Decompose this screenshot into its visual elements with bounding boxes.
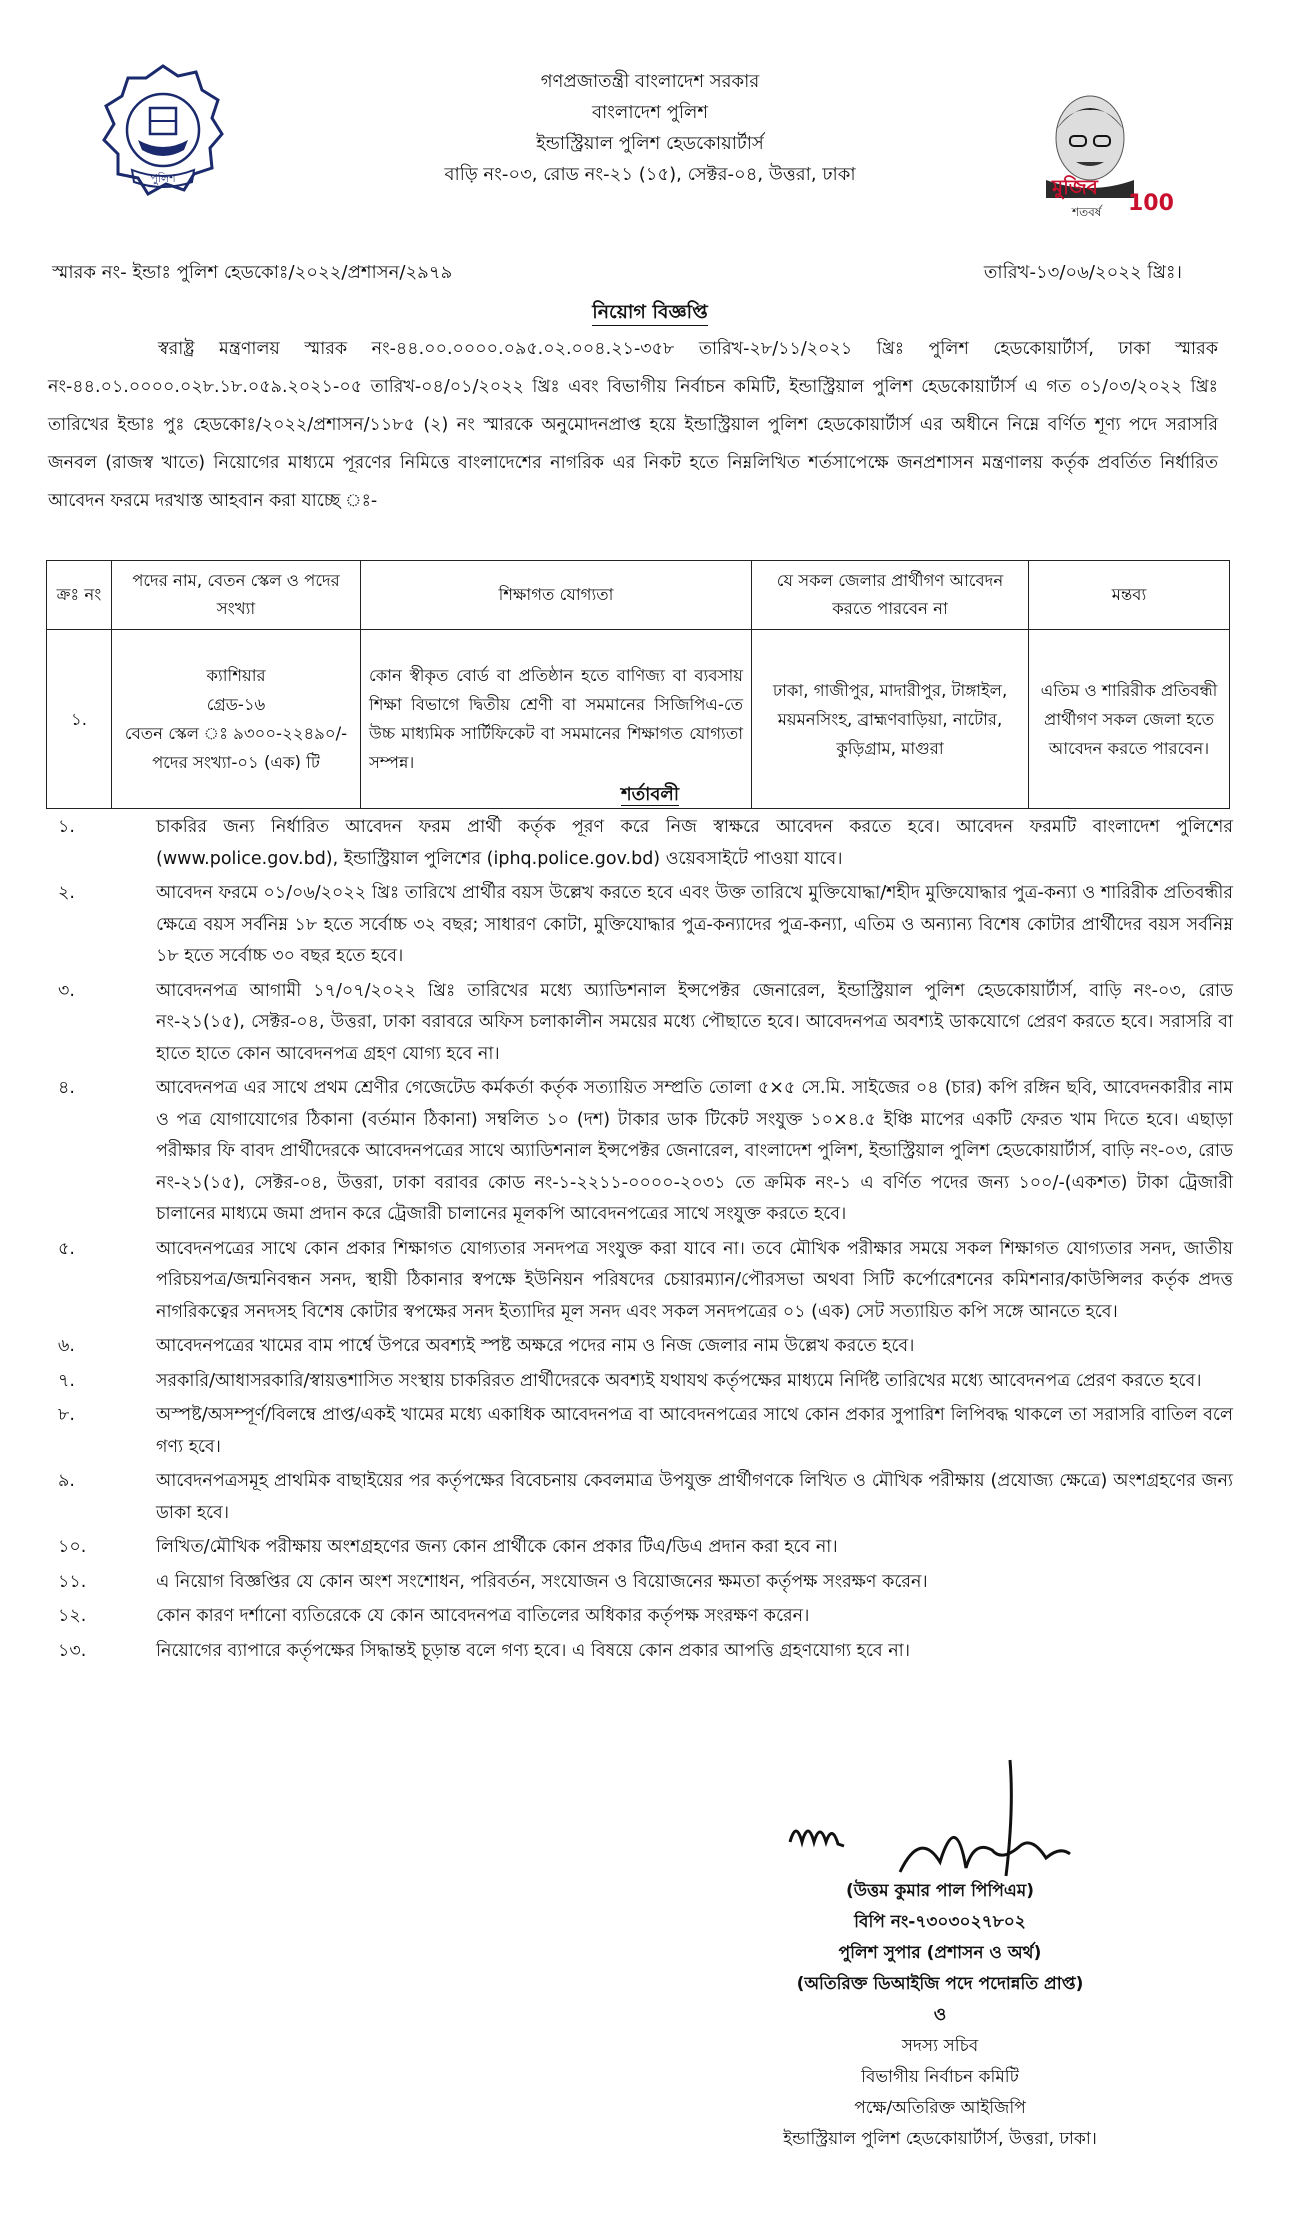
condition-number: ১০. bbox=[58, 1537, 87, 1557]
mujib-centenary-logo bbox=[1010, 80, 1180, 230]
notice-title bbox=[0, 298, 1300, 330]
condition-text: লিখিত/মৌখিক পরীক্ষায় অংশগ্রহণের জন্য কোন প্রার্থীকে কোন প্রকার টিএ/ডিএ প্রদান করা হবে না। bbox=[156, 1537, 838, 1557]
condition-number: ১২. bbox=[58, 1606, 87, 1626]
condition-number: ৭. bbox=[58, 1370, 75, 1391]
signatory-on-behalf: পক্ষে/অতিরিক্ত আইজিপি bbox=[854, 2098, 1026, 2118]
list-item bbox=[48, 1532, 1233, 1564]
col-serial: ক্রঃ নং bbox=[47, 561, 112, 630]
signatory-role: সদস্য সচিব bbox=[901, 2036, 979, 2056]
list-item bbox=[48, 1567, 1233, 1599]
signature-block bbox=[690, 1876, 1190, 2155]
logo-hundred: 100 bbox=[1128, 191, 1174, 216]
condition-number: ৬. bbox=[58, 1336, 75, 1356]
condition-text: নিয়োগের ব্যাপারে কর্তৃপক্ষের সিদ্ধান্তই চূড়ান্ত বলে গণ্য হবে। এ বিষয়ে কোন প্রকার আপত্তি গ্রহণযোগ্য হবে না। bbox=[156, 1640, 910, 1661]
post-name: ক্যাশিয়ার bbox=[206, 666, 266, 685]
signatory-designation: পুলিশ সুপার (প্রশাসন ও অর্থ) bbox=[838, 1943, 1042, 1963]
col-post: পদের নাম, বেতন স্কেল ও পদের সংখ্যা bbox=[112, 561, 361, 630]
condition-text: আবেদন ফরমে ০১/০৬/২০২২ খ্রিঃ তারিখে প্রার্থীর বয়স উল্লেখ করতে হবে এবং উক্ত তারিখে মুক্তিযোদ্ধা/শহীদ মুক্তিযোদ্ধার পুত্র-কন্যা ও শারিরীক প্রতিবন্ধীর ক্ষেত্রে বয়স সর্বনিম্ন ১৮ হতে সর্বোচ্চ ৩২ বছর; সাধারণ কোটা, মুক্তিযোদ্ধার পুত্র-কন্যাদের পুত্র-কন্যা, এতিম ও অন্যান্য বিশেষ কোটার প্রার্থীদের বয়স সর্বনিম্ন ১৮ হতে সর্বোচ্চ ৩০ বছর হতে হবে। bbox=[156, 883, 1233, 966]
list-item bbox=[48, 1466, 1233, 1529]
condition-text: কোন কারণ দর্শানো ব্যতিরেকে যে কোন আবেদনপত্র বাতিলের অধিকার কর্তৃপক্ষ সংরক্ষণ করেন। bbox=[156, 1606, 810, 1626]
intro-paragraph: স্বরাষ্ট্র মন্ত্রণালয় স্মারক নং-৪৪.০০.০০০০.০৯৫.০২.০০৪.২১-৩৫৮ তারিখ-২৮/১১/২০২১ খ্রিঃ পুলিশ হেডকোয়ার্টার্স, ঢাকা স্মারক নং-৪৪.০১.০০০০.০২৮.১৮.০৫৯.২০২১-০৫ তারিখ-০৪/০১/২০২২ খ্রিঃ এবং বিভাগীয় নির্বাচন কমিটি, ইন্ডাস্ট্রিয়াল পুলিশ হেডকোয়ার্টার্স এ গত ০১/০৩/২০২২ খ্রিঃ তারিখের ইন্ডাঃ পুঃ হেডকোঃ/২০২২/প্রশাসন/১১৮৫ (২) নং স্মারকে অনুমোদনপ্রাপ্ত হয়ে ইন্ডাস্ট্রিয়াল পুলিশ হেডকোয়ার্টার্স এর অধীনে নিম্নে বর্ণিত শূণ্য পদে সরাসরি জনবল (রাজস্ব খাতে) নিয়োগের মাধ্যমে পূরণের নিমিত্তে বাংলাদেশের নাগরিক এর নিকট হতে নিম্নলিখিত শর্তসাপেক্ষে জনপ্রশাসন মন্ত্রণালয় কর্তৃক প্রবর্তিত নির্ধারিত আবেদন ফরমে দরখাস্ত আহবান করা যাচ্ছে ঃ- bbox=[48, 339, 1218, 511]
cell-districts: ঢাকা, গাজীপুর, মাদারীপুর, টাঙ্গাইল, ময়মনসিংহ, ব্রাহ্মণবাড়িয়া, নাটোর, কুড়িগ্রাম, মাগুরা bbox=[752, 630, 1029, 809]
signatory-bp-number: বিপি নং-৭৩০৩০২৭৮০২ bbox=[854, 1912, 1026, 1932]
cell-serial: ১. bbox=[47, 630, 112, 809]
condition-text: আবেদনপত্রের সাথে কোন প্রকার শিক্ষাগত যোগ্যতার সনদপত্র সংযুক্ত করা যাবে না। তবে মৌখিক পরীক্ষার সময়ে সকল শিক্ষাগত যোগ্যতার সনদ, জাতীয় পরিচয়পত্র/জন্মনিবন্ধন সনদ, স্থায়ী ঠিকানার স্বপক্ষে ইউনিয়ন পরিষদের চেয়ারম্যান/পৌরসভা অথবা সিটি কর্পোরেশনের কমিশনার/কাউন্সিলর কর্তৃক প্রদত্ত নাগরিকত্বের সনদসহ বিশেষ কোটার স্বপক্ষের সনদ ইত্যাদির মূল সনদ এবং সকল সনদপত্রের ০১ (এক) সেট সত্যায়িত কপি সঙ্গে আনতে হবে। bbox=[156, 1238, 1233, 1322]
logo-mujib-word: মুজিব bbox=[1052, 175, 1098, 199]
post-grade: গ্রেড-১৬ bbox=[206, 695, 266, 714]
list-item bbox=[48, 878, 1233, 973]
condition-number: ৩. bbox=[58, 980, 75, 1001]
col-remarks: মন্তব্য bbox=[1029, 561, 1230, 630]
condition-number: ১১. bbox=[58, 1571, 87, 1592]
condition-text: আবেদনপত্র আগামী ১৭/০৭/২০২২ খ্রিঃ তারিখের মধ্যে অ্যাডিশনাল ইন্সপেক্টর জেনারেল, ইন্ডাস্ট্রিয়াল পুলিশ হেডকোয়ার্টার্স, বাড়ি নং-০৩, রোড নং-২১(১৫), সেক্টর-০৪, উত্তরা, ঢাকা বরাবরে অফিস চলাকালীন সময়ের মধ্যে পৌছাতে হবে। আবেদনপত্র অবশ্যই ডাকযোগে প্রেরণ করতে হবে। সরাসরি বা হাতে হাতে কোন আবেদনপত্র গ্রহণ যোগ্য হবে না। bbox=[156, 980, 1233, 1064]
condition-text: আবেদনপত্র এর সাথে প্রথম শ্রেণীর গেজেটেড কর্মকর্তা কর্তৃক সত্যায়িত সম্প্রতি তোলা ৫×৫ সে.মি. সাইজের ০৪ (চার) কপি রঙ্গিন ছবি, আবেদনকারীর নাম ও পত্র যোগাযোগের ঠিকানা (বর্তমান ঠিকানা) সম্বলিত ১০ (দশ) টাকার ডাক টিকেট সংযুক্ত ১০×৪.৫ ইঞ্চি মাপের একটি ফেরত খাম দিতে হবে। এছাড়া পরীক্ষার ফি বাবদ প্রার্থীদেরকে আবেদনপত্রের সাথে অ্যাডিশনাল ইন্সপেক্টর জেনারেল, বাংলাদেশ পুলিশ, ইন্ডাস্ট্রিয়াল পুলিশ হেডকোয়ার্টার্স, বাড়ি নং-০৩, রোড নং-২১(১৫), সেক্টর-০৪, উত্তরা, ঢাকা বরাবর কোড নং-১-২২১১-০০০০-২০৩১ তে ক্রমিক নং-১ এ বর্ণিত পদের জন্য ১০০/-(একশত) টাকা ট্রেজারী চালানের মাধ্যমে জমা প্রদান করে ট্রেজারী চালানের মূলকপি আবেদনপত্রের সাথে সংযুক্ত করতে হবে। bbox=[156, 1078, 1233, 1224]
condition-number: ৯. bbox=[58, 1471, 75, 1491]
header-line-government: গণপ্রজাতন্ত্রী বাংলাদেশ সরকার bbox=[540, 71, 760, 92]
condition-text: অস্পষ্ট/অসম্পূর্ণ/বিলম্বে প্রাপ্ত/একই খামের মধ্যে একাধিক আবেদনপত্র বা আবেদনপত্রের সাথে কোন প্রকার সুপারিশ লিপিবদ্ধ থাকলে তা সরাসরি বাতিল বলে গণ্য হবে। bbox=[156, 1405, 1233, 1457]
list-item bbox=[48, 1073, 1233, 1231]
condition-text: সরকারি/আধাসরকারি/স্বায়ত্তশাসিত সংস্থায় চাকরিরত প্রার্থীদেরকে অবশ্যই যথাযথ কর্তৃপক্ষের মাধ্যমে নির্দিষ্ট তারিখের মধ্যে আবেদনপত্র প্রেরণ করতে হবে। bbox=[156, 1370, 1202, 1391]
list-item bbox=[48, 1400, 1233, 1463]
header-line-address: বাড়ি নং-০৩, রোড নং-২১ (১৫), সেক্টর-০৪, উত্তরা, ঢাকা bbox=[444, 164, 856, 185]
condition-number: ৮. bbox=[58, 1405, 75, 1425]
condition-number: ১. bbox=[58, 817, 75, 837]
memo-number: স্মারক নং- ইন্ডাঃ পুলিশ হেডকোঃ/২০২২/প্রশাসন/২৯৭৯ bbox=[52, 262, 453, 283]
condition-text: আবেদনপত্রের খামের বাম পার্শ্বে উপরে অবশ্যই স্পষ্ট অক্ষরে পদের নাম ও নিজ জেলার নাম উল্লেখ করতে হবে। bbox=[156, 1336, 915, 1356]
police-emblem-logo bbox=[98, 62, 228, 202]
list-item bbox=[48, 1234, 1233, 1329]
post-count: পদের সংখ্যা-০১ (এক) টি bbox=[152, 753, 320, 772]
issue-date: তারিখ-১৩/০৬/২০২২ খ্রিঃ। bbox=[983, 262, 1182, 283]
signatory-additional: (অতিরিক্ত ডিআইজি পদে পদোন্নতি প্রাপ্ত) bbox=[796, 1974, 1084, 1994]
conditions-title bbox=[0, 780, 1300, 811]
post-table-header-row bbox=[47, 561, 1230, 630]
signatory-and: ও bbox=[933, 2005, 947, 2025]
notice-title-text: নিয়োগ বিজ্ঞপ্তি bbox=[592, 301, 707, 326]
condition-number: ১৩. bbox=[58, 1640, 87, 1661]
condition-number: ৫. bbox=[58, 1238, 75, 1259]
condition-number: ২. bbox=[58, 883, 75, 903]
col-qualification: শিক্ষাগত যোগ্যতা bbox=[361, 561, 752, 630]
condition-text: এ নিয়োগ বিজ্ঞপ্তির যে কোন অংশ সংশোধন, পরিবর্তন, সংযোজন ও বিয়োজনের ক্ষমতা কর্তৃপক্ষ সংরক্ষণ করেন। bbox=[156, 1571, 928, 1592]
header-line-hq: ইন্ডাস্ট্রিয়াল পুলিশ হেডকোয়ার্টার্স bbox=[536, 133, 764, 154]
office-header bbox=[340, 66, 960, 190]
list-item bbox=[48, 1331, 1233, 1363]
post-table bbox=[46, 560, 1230, 809]
condition-number: ৪. bbox=[58, 1078, 75, 1098]
condition-text: চাকরির জন্য নির্ধারিত আবেদন ফরম প্রার্থী কর্তৃক পূরণ করে নিজ স্বাক্ষরে আবেদন করতে হবে। আবেদন ফরমটি বাংলাদেশ পুলিশের (www.police.gov.bd), ইন্ডাস্ট্রিয়াল পুলিশের (iphq.police.gov.bd) ওয়েবসাইটে পাওয়া যাবে। bbox=[156, 817, 1233, 869]
logo-centenary-word: শতবর্ষ bbox=[1072, 205, 1102, 219]
col-restricted-districts: যে সকল জেলার প্রার্থীগণ আবেদন করতে পারবেন না bbox=[752, 561, 1029, 630]
cell-remarks: এতিম ও শারিরীক প্রতিবন্ধী প্রার্থীগণ সকল জেলা হতে আবেদন করতে পারবেন। bbox=[1029, 630, 1230, 809]
header-line-police: বাংলাদেশ পুলিশ bbox=[591, 102, 709, 123]
signatory-name: (উত্তম কুমার পাল পিপিএম) bbox=[845, 1881, 1035, 1901]
list-item bbox=[48, 1601, 1233, 1633]
conditions-list bbox=[48, 812, 1233, 1670]
list-item bbox=[48, 812, 1233, 875]
condition-text: আবেদনপত্রসমূহ প্রাথমিক বাছাইয়ের পর কর্তৃপক্ষের বিবেচনায় কেবলমাত্র উপযুক্ত প্রার্থীগণকে লিখিত ও মৌখিক পরীক্ষায় (প্রযোজ্য ক্ষেত্রে) অংশগ্রহণের জন্য ডাকা হবে। bbox=[156, 1471, 1233, 1523]
list-item bbox=[48, 976, 1233, 1071]
cell-qualification: কোন স্বীকৃত বোর্ড বা প্রতিষ্ঠান হতে বাণিজ্য বা ব্যবসায় শিক্ষা বিভাগে দ্বিতীয় শ্রেণী বা সমমানের সিজিপিএ-তে উচ্চ মাধ্যমিক সার্টিফিকেট বা সমমানের শিক্ষাগত যোগ্যতা সম্পন্ন। bbox=[361, 630, 752, 809]
signatory-office: ইন্ডাস্ট্রিয়াল পুলিশ হেডকোয়ার্টার্স, উত্তরা, ঢাকা। bbox=[783, 2129, 1097, 2149]
signatory-committee: বিভাগীয় নির্বাচন কমিটি bbox=[861, 2067, 1019, 2087]
post-pay-scale: বেতন স্কেল ঃ ৯৩০০-২২৪৯০/- bbox=[124, 724, 348, 743]
conditions-title-text: শর্তাবলী bbox=[621, 784, 679, 805]
list-item bbox=[48, 1366, 1233, 1398]
list-item bbox=[48, 1636, 1233, 1668]
logo-caption: পুলিশ bbox=[150, 172, 176, 185]
